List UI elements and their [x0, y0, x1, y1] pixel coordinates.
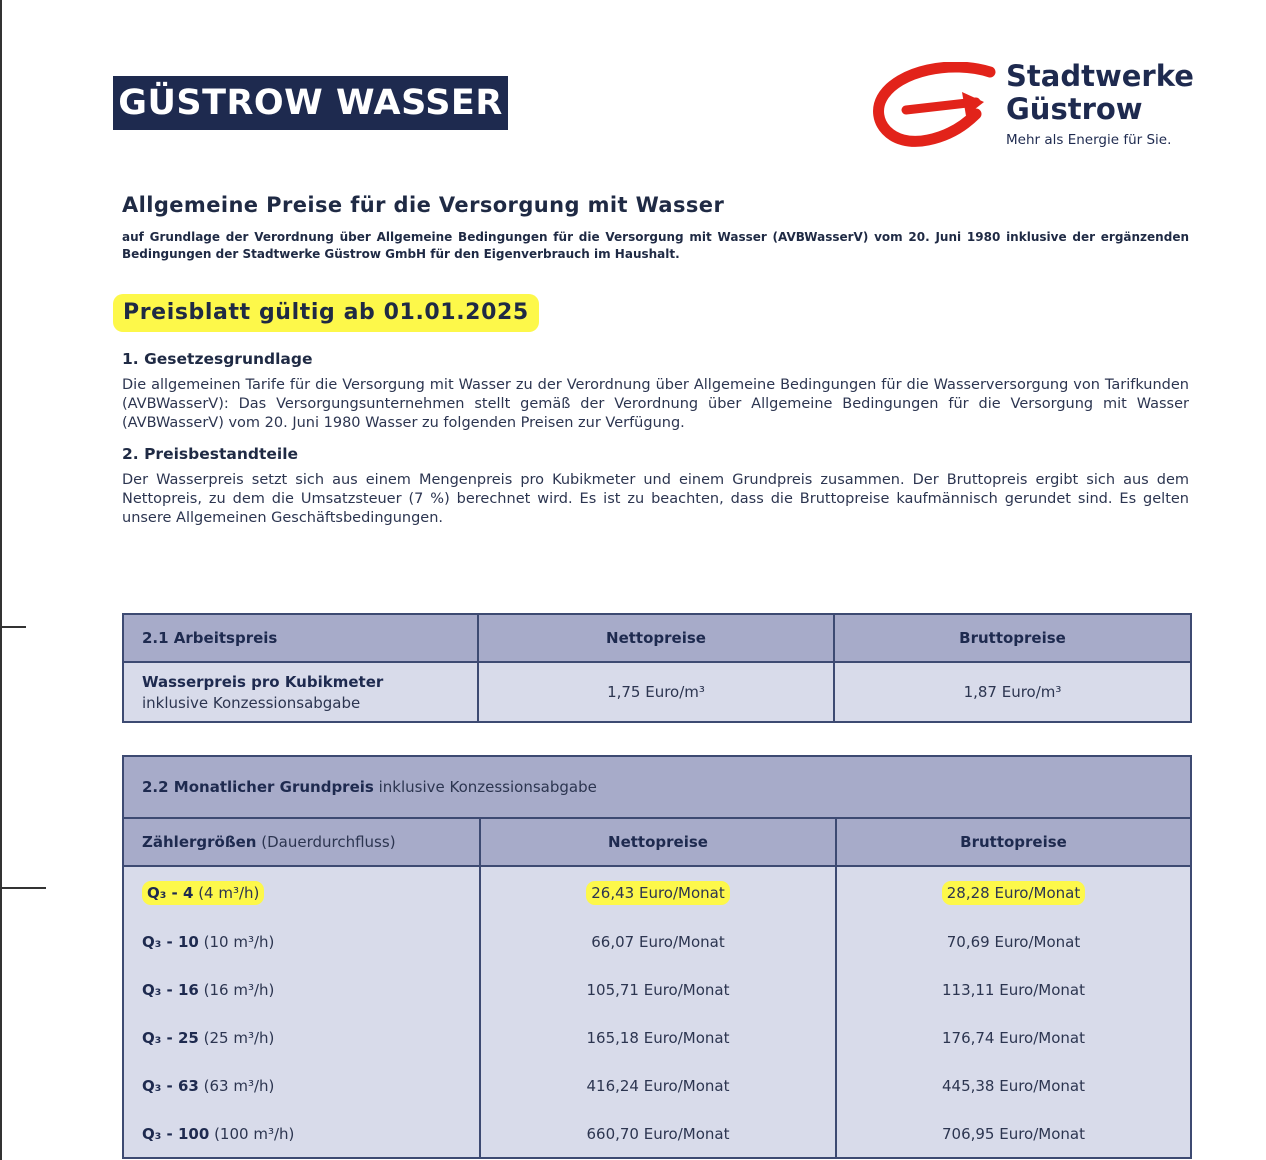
price-gross-cell — [836, 918, 1191, 966]
price-net: 105,71 Euro/Monat — [586, 981, 730, 999]
price-gross: 28,28 Euro/Monat — [942, 881, 1085, 905]
price-gross-cell — [836, 1014, 1191, 1062]
logo-tagline: Mehr als Energie für Sie. — [1006, 132, 1172, 148]
document-title: Allgemeine Preise für die Versorgung mit Wasser — [122, 193, 725, 217]
meter-size: Q₃ - 100 (100 m³/h) — [142, 1124, 295, 1143]
table-row — [123, 1110, 1191, 1158]
price-net-cell — [480, 966, 836, 1014]
table-header-row — [123, 614, 1191, 662]
price-gross-cell — [836, 966, 1191, 1014]
price-net: 1,75 Euro/m³ — [478, 662, 834, 722]
section-1-heading: 1. Gesetzesgrundlage — [122, 350, 313, 368]
price-gross-cell — [836, 866, 1191, 918]
logo-line-2: Güstrow — [1006, 92, 1143, 126]
row-label-cell — [123, 662, 478, 722]
meter-size-cell — [123, 1110, 480, 1158]
row-label: Wasserpreis pro Kubikmeter — [142, 672, 384, 691]
meter-size-cell — [123, 1062, 480, 1110]
page-edge-line — [0, 0, 2, 1160]
margin-tick — [0, 887, 46, 889]
table-title-row — [123, 756, 1191, 818]
col-header-brutto: Bruttopreise — [836, 818, 1191, 866]
table-row — [123, 1062, 1191, 1110]
price-gross: 70,69 Euro/Monat — [946, 933, 1081, 951]
meter-size-cell — [123, 918, 480, 966]
brand-title: GÜSTROW WASSER — [113, 76, 508, 130]
meter-size: Q₃ - 16 (16 m³/h) — [142, 981, 275, 999]
meter-size: Q₃ - 63 (63 m³/h) — [142, 1077, 275, 1095]
price-net-cell — [480, 918, 836, 966]
stadtwerke-logo-text — [1006, 60, 1194, 148]
grundpreis-table — [122, 755, 1192, 1159]
validity-highlight: Preisblatt gültig ab 01.01.2025 — [113, 294, 539, 332]
price-gross: 113,11 Euro/Monat — [941, 981, 1085, 999]
col-header-netto: Nettopreise — [480, 818, 836, 866]
price-net: 660,70 Euro/Monat — [586, 1124, 730, 1143]
table-header-row — [123, 818, 1191, 866]
margin-tick — [0, 626, 26, 628]
price-gross: 176,74 Euro/Monat — [941, 1029, 1085, 1047]
meter-size: Q₃ - 4 (4 m³/h) — [142, 881, 264, 905]
meter-size-cell — [123, 1014, 480, 1062]
meter-size-cell — [123, 866, 480, 918]
logo-line-1: Stadtwerke — [1006, 59, 1194, 93]
table-row — [123, 918, 1191, 966]
price-gross: 1,87 Euro/m³ — [834, 662, 1191, 722]
table-row — [123, 966, 1191, 1014]
section-2-text: Der Wasserpreis setzt sich aus einem Mengenpreis pro Kubikmeter und einem Grundpreis zusammen. Der Bruttopreis ergibt sich aus dem Nettopreis, zu dem die Umsatzsteuer (7 %) berechnet wird. Es ist zu beachten, dass die Bruttopreise kaufmännisch gerundet sind. Es gelten unsere Allgemeinen Geschäftsbedingungen. — [122, 472, 1189, 526]
price-net-cell — [480, 1062, 836, 1110]
col-header-brutto: Bruttopreise — [834, 614, 1191, 662]
meter-size: Q₃ - 25 (25 m³/h) — [142, 1029, 275, 1047]
price-gross-cell — [836, 1062, 1191, 1110]
table-title: 2.2 Monatlicher Grundpreis inklusive Konzessionsabgabe — [123, 756, 1191, 818]
price-gross-cell — [836, 1110, 1191, 1158]
price-gross: 445,38 Euro/Monat — [941, 1077, 1085, 1095]
document-subtitle: auf Grundlage der Verordnung über Allgemeine Bedingungen für die Versorgung mit Wasser (AVBWasserV) vom 20. Juni 1980 inklusive der ergänzenden Bedingungen der Stadtwerke Güstrow GmbH für den Eigenverbrauch im Haushalt. — [122, 230, 1189, 261]
price-net-cell — [480, 866, 836, 918]
price-net: 165,18 Euro/Monat — [586, 1029, 730, 1047]
section-1-text: Die allgemeinen Tarife für die Versorgung mit Wasser zu der Verordnung über Allgemeine Bedingungen für die Wasserversorgung von Tarifkunden (AVBWasserV): Das Versorgungsunternehmen stellt gemäß der Verordnung über Allgemeine Bedingungen für die Versorgung mit Wasser (AVBWasserV) vom 20. Juni 1980 Wasser zu folgenden Preisen zur Verfügung. — [122, 377, 1189, 431]
section-2-heading: 2. Preisbestandteile — [122, 445, 299, 463]
col-header-zaehlergroessen: Zählergrößen (Dauerdurchfluss) — [123, 818, 480, 866]
table-row — [123, 1014, 1191, 1062]
col-header-netto: Nettopreise — [478, 614, 834, 662]
price-net-cell — [480, 1110, 836, 1158]
price-net: 26,43 Euro/Monat — [586, 881, 729, 905]
table-row — [123, 662, 1191, 722]
col-header-arbeitspreis: 2.1 Arbeitspreis — [123, 614, 478, 662]
stadtwerke-logo-icon — [872, 62, 1002, 152]
table-row — [123, 866, 1191, 918]
price-gross: 706,95 Euro/Monat — [941, 1124, 1085, 1143]
price-net: 66,07 Euro/Monat — [591, 933, 725, 951]
price-net: 416,24 Euro/Monat — [586, 1077, 730, 1095]
row-sublabel: inklusive Konzessionsabgabe — [142, 693, 361, 712]
price-net-cell — [480, 1014, 836, 1062]
meter-size: Q₃ - 10 (10 m³/h) — [142, 933, 275, 951]
arbeitspreis-table — [122, 613, 1192, 723]
meter-size-cell — [123, 966, 480, 1014]
